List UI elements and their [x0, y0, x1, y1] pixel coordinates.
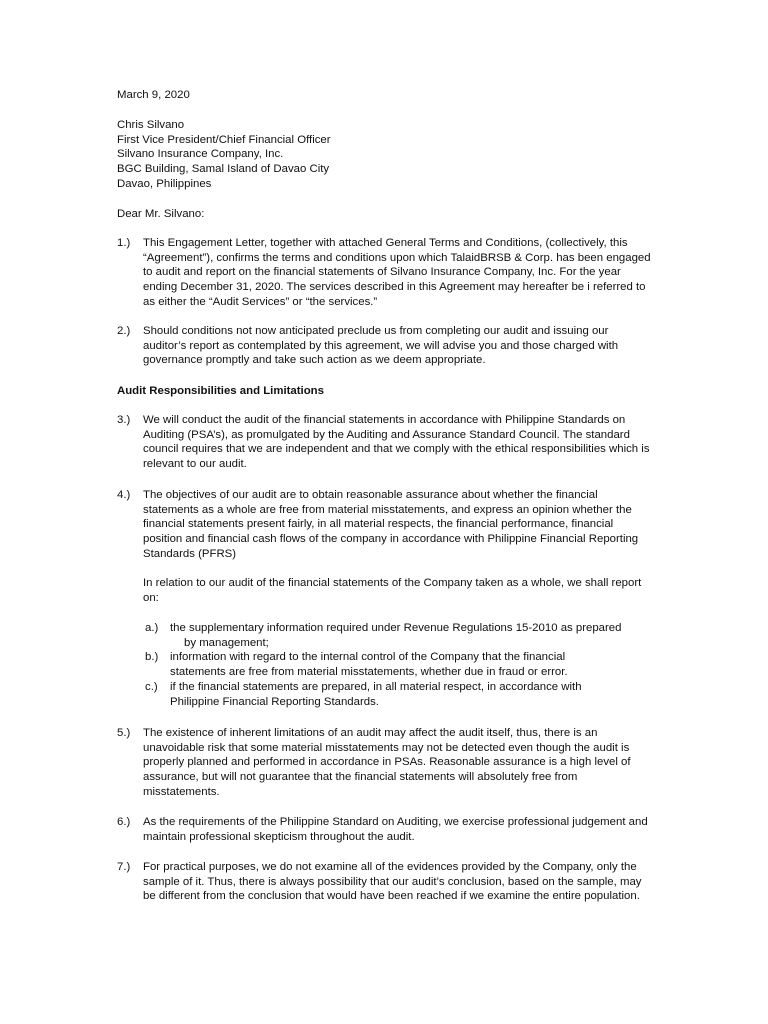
- paragraph-number: 1.): [117, 237, 131, 249]
- paragraph-text: For practical purposes, we do not examine all of the evidences provided by the Company, only the sample of it. Thus, there is always possibility that our audit’s conclusion, based on the sample, may be different from the conclusion that would have been reached if we examine the entire population.: [143, 861, 642, 903]
- report-item-line: if the financial statements are prepared, in all material respect, in accordance with: [170, 680, 582, 693]
- paragraph-number: 5.): [117, 727, 131, 739]
- salutation: Dear Mr. Silvano:: [117, 208, 205, 220]
- report-item-line: information with regard to the internal control of the Company that the financial: [170, 651, 566, 664]
- report-intro: In relation to our audit of the financial statements of the Company taken as a whole, we shall report on:: [143, 577, 642, 604]
- section-heading: Audit Responsibilities and Limitations: [117, 385, 324, 397]
- paragraph-number: 7.): [117, 861, 131, 873]
- report-item: [170, 621, 645, 650]
- letter-date: March 9, 2020: [117, 89, 190, 101]
- paragraph-text: As the requirements of the Philippine Standard on Auditing, we exercise professional judgement and maintain professional skepticism throughout the audit.: [143, 816, 648, 843]
- recipient-address-line2: Davao, Philippines: [117, 177, 212, 190]
- paragraph-number: 6.): [117, 816, 131, 828]
- paragraph-text: The objectives of our audit are to obtain reasonable assurance about whether the financial statements as a whole are free from material misstatements, and express an opinion whether the financial statements present fairly, in all material respects, the financial performance, financial position and financial cash flows of the company in accordance with Philippine Financial Reporting Standards (PFRS): [143, 489, 639, 560]
- paragraph-text: The existence of inherent limitations of an audit may affect the audit itself, thus, there is an unavoidable risk that some material misstatements may not be detected even though the audit is properly planned and performed in accordance in PSAs. Reasonable assurance is a high level of assurance, but will not guarantee that the financial statements will absolutely free from misstatements.: [143, 727, 631, 798]
- report-item-line: by management;: [184, 636, 269, 649]
- report-item: [170, 680, 645, 709]
- paragraph-text: This Engagement Letter, together with attached General Terms and Conditions, (collectively, this “Agreement”), confirms the terms and conditions upon which TalaidBRSB & Corp. has been engaged to audit and report on the financial statements of Silvano Insurance Company, Inc. For the year ending December 31, 2020. The services described in this Agreement may hereafter be i referred to as either the “Audit Services” or “the services.”: [143, 237, 651, 308]
- paragraph-number: 3.): [117, 414, 131, 426]
- recipient-address-line1: BGC Building, Samal Island of Davao City: [117, 163, 330, 176]
- report-item-line: Philippine Financial Reporting Standards.: [170, 695, 379, 708]
- report-item-line: statements are free from material misstatements, whether due in fraud or error.: [170, 666, 568, 679]
- paragraph-text: Should conditions not now anticipated preclude us from completing our audit and issuing our auditor’s report as contemplated by this agreement, we will advise you and those charged with governance promptly and take such action as we deem appropriate.: [143, 325, 619, 367]
- report-item-number: c.): [145, 680, 158, 693]
- paragraph-number: 4.): [117, 489, 131, 501]
- paragraph-text: We will conduct the audit of the financial statements in accordance with Philippine Standards on Auditing (PSA’s), as promulgated by the Auditing and Assurance Standard Council. The standard council requires that we are independent and that we comply with the ethical responsibilities which is relevant to our audit.: [143, 414, 650, 471]
- paragraph-number: 2.): [117, 325, 131, 337]
- recipient-title: First Vice President/Chief Financial Officer: [117, 133, 331, 146]
- report-item-number: a.): [145, 622, 159, 634]
- report-item: [170, 650, 645, 679]
- report-item-number: b.): [145, 651, 159, 664]
- recipient-name: Chris Silvano: [117, 119, 185, 131]
- report-item-line: the supplementary information required under Revenue Regulations 15-2010 as prepared: [170, 622, 622, 634]
- recipient-company: Silvano Insurance Company, Inc.: [117, 148, 284, 161]
